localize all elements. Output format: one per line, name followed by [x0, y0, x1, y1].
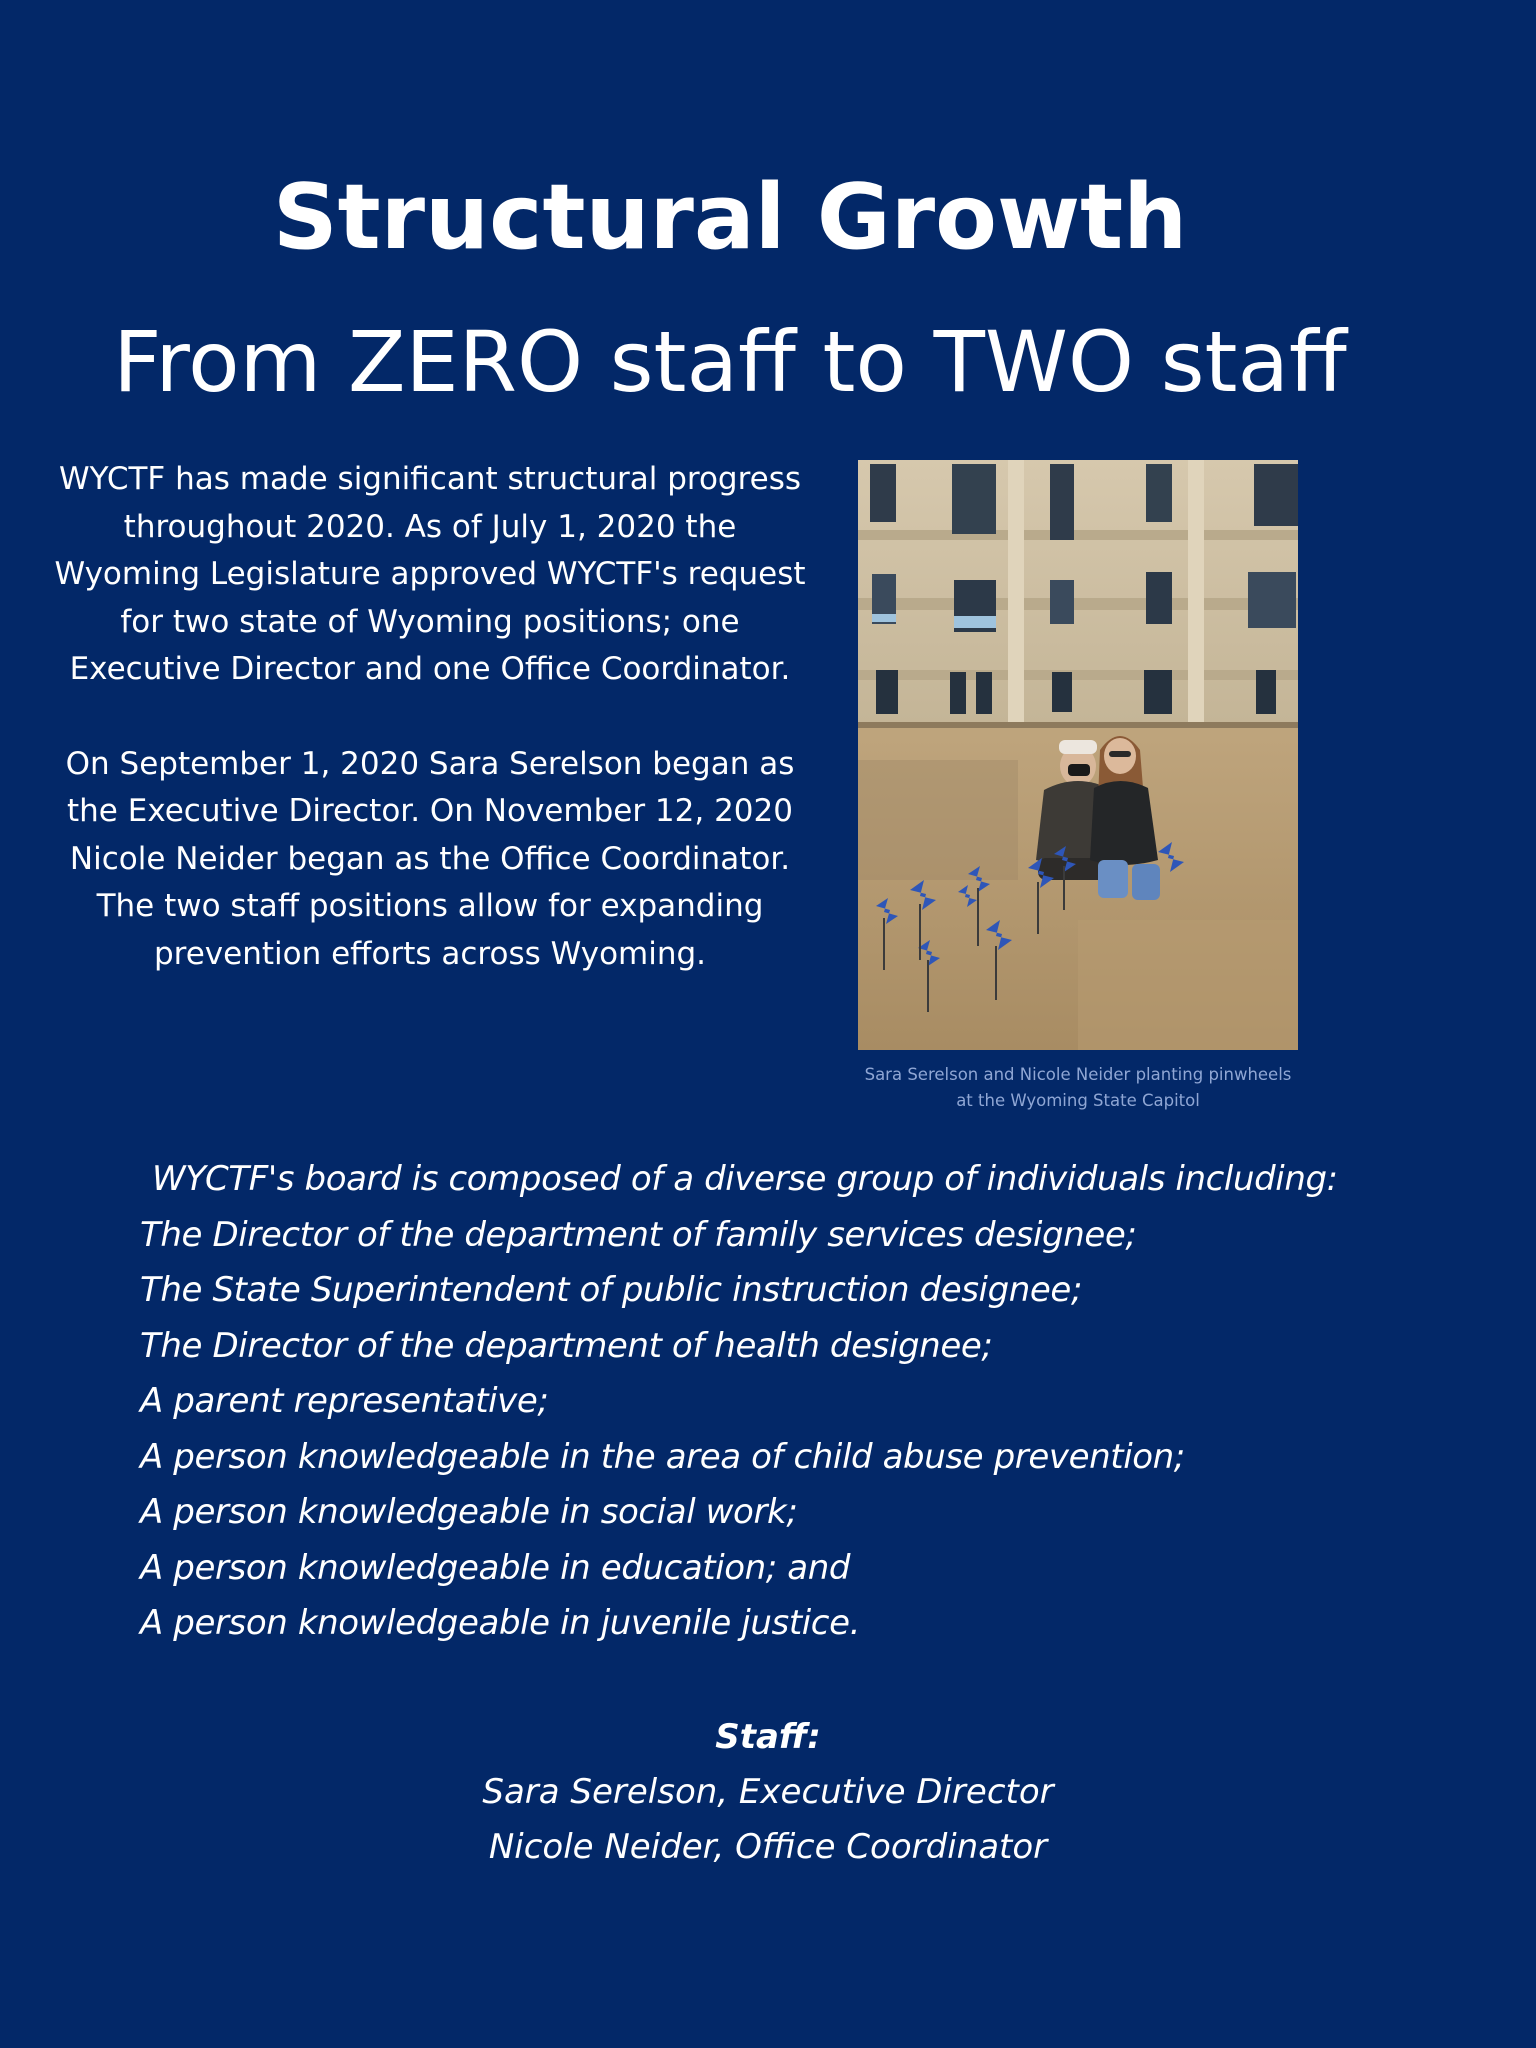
- board-member-item: The Director of the department of health designee;: [140, 1325, 993, 1366]
- intro-paragraph-1: WYCTF has made significant structural progress throughout 2020. As of July 1, 2020 the Wyoming Legislature approved WYCTF's request for two state of Wyoming positions; one Executive Director and one Office Coordinator.: [54, 461, 806, 687]
- staff-section: [0, 1710, 1536, 1875]
- board-member-item: A person knowledgeable in juvenile justice.: [140, 1603, 861, 1643]
- staff-member: Nicole Neider, Office Coordinator: [488, 1827, 1048, 1867]
- staff-heading: Staff:: [715, 1717, 821, 1757]
- board-member-item: A person knowledgeable in the area of child abuse prevention;: [140, 1436, 1185, 1477]
- board-intro: WYCTF's board is composed of a diverse group of individuals including:: [152, 1159, 1338, 1199]
- board-member-item: The Director of the department of family services designee;: [140, 1214, 1137, 1255]
- caption-line-1: Sara Serelson and Nicole Neider planting pinwheels: [864, 1065, 1292, 1084]
- board-member-item: A parent representative;: [140, 1381, 549, 1421]
- board-member-item: The State Superintendent of public instruction designee;: [140, 1270, 1083, 1310]
- intro-text: [50, 456, 810, 978]
- page-subtitle: From ZERO staff to TWO staff: [113, 313, 1347, 411]
- photo-caption: [848, 1062, 1308, 1114]
- board-member-item: A person knowledgeable in social work;: [140, 1492, 798, 1532]
- intro-paragraph-2: On September 1, 2020 Sara Serelson began as the Executive Director. On November 12, 2020 Nicole Neider began as the Office Coordinator. The two staff positions allow for expanding prevention efforts across Wyoming.: [65, 745, 795, 972]
- caption-line-2: at the Wyoming State Capitol: [956, 1091, 1200, 1110]
- board-composition: [140, 1152, 1500, 1652]
- page-title: Structural Growth: [272, 165, 1188, 270]
- capitol-photo: [858, 460, 1298, 1050]
- board-member-item: A person knowledgeable in education; and: [140, 1547, 851, 1588]
- staff-member: Sara Serelson, Executive Director: [482, 1772, 1054, 1812]
